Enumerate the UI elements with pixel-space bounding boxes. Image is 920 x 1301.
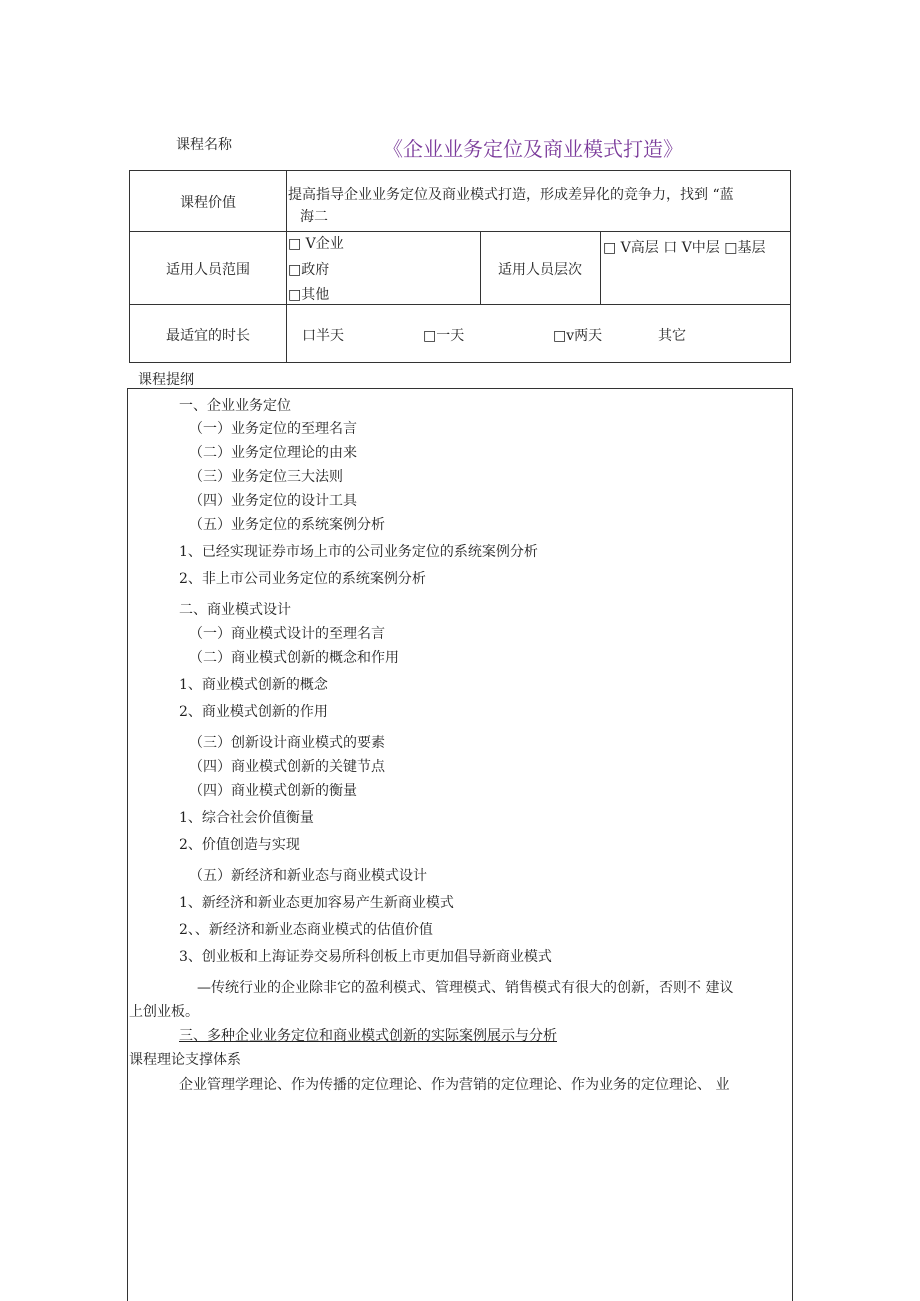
outline-line: （三）业务定位三大法则 [189, 469, 343, 485]
outline-line: （五）业务定位的系统案例分析 [189, 517, 385, 533]
audience-scope-label: 适用人员范围 [166, 262, 250, 278]
col-divider [600, 231, 601, 304]
outline-line: （一）业务定位的至理名言 [189, 421, 357, 437]
course-value-text-line1: 提高指导企业业务定位及商业模式打造，形成差异化的竞争力，找到 “蓝 [288, 187, 734, 203]
outline-line: （四）商业模式创新的关键节点 [189, 759, 385, 775]
duration-label: 最适宜的时长 [166, 328, 250, 344]
duration-option-two-days[interactable]: □v两天 [553, 328, 603, 344]
outline-line: 2、、新经济和新业态商业模式的估值价值 [179, 922, 433, 938]
outline-section-label: 课程提纲 [138, 372, 194, 388]
outline-line: 2、非上市公司业务定位的系统案例分析 [179, 571, 426, 587]
outline-line: 2、价值创造与实现 [179, 837, 300, 853]
audience-level-label: 适用人员层次 [498, 262, 582, 278]
course-value-label: 课程价值 [180, 195, 236, 211]
outline-note-line2: 上创业板。 [129, 1004, 199, 1020]
outline-line: 1、新经济和新业态更加容易产生新商业模式 [179, 895, 454, 911]
outline-line: 1、商业模式创新的概念 [179, 677, 328, 693]
course-name-label: 课程名称 [176, 137, 232, 153]
outline-line: （四）业务定位的设计工具 [189, 493, 357, 509]
outline-line: 2、商业模式创新的作用 [179, 704, 328, 720]
outline-note-line1: —传统行业的企业除非它的盈利模式、管理模式、销售模式有很大的创新，否则不 建议 [197, 980, 734, 996]
theory-text: 企业管理学理论、作为传播的定位理论、作为营销的定位理论、作为业务的定位理论、 业 [179, 1077, 730, 1093]
outline-line: （五）新经济和新业态与商业模式设计 [189, 868, 427, 884]
outline-line: （一）商业模式设计的至理名言 [189, 626, 385, 642]
outline-line: （二）业务定位理论的由来 [189, 445, 357, 461]
course-title: 《企业业务定位及商业模式打造》 [383, 137, 683, 161]
audience-level-options[interactable]: □ V高层 口 V中层 □基层 [603, 240, 766, 256]
audience-option-other[interactable]: □其他 [288, 287, 330, 303]
duration-option-other[interactable]: 其它 [658, 328, 686, 344]
audience-option-enterprise[interactable]: □ V企业 [288, 236, 344, 252]
row-divider [130, 304, 790, 305]
course-value-text-line2: 海二 [300, 209, 328, 225]
outline-line: 1、综合社会价值衡量 [179, 810, 314, 826]
outline-line: 一、企业业务定位 [179, 398, 291, 414]
theory-label: 课程理论支撑体系 [129, 1052, 241, 1068]
outline-line: （二）商业模式创新的概念和作用 [189, 650, 399, 666]
outline-line: 二、商业模式设计 [179, 602, 291, 618]
course-info-table [129, 170, 791, 363]
col-divider [286, 171, 287, 362]
outline-line: （三）创新设计商业模式的要素 [189, 735, 385, 751]
duration-option-half-day[interactable]: 口半天 [302, 328, 344, 344]
outline-line: （四）商业模式创新的衡量 [189, 783, 357, 799]
outline-section3: 三、多种企业业务定位和商业模式创新的实际案例展示与分析 [179, 1028, 557, 1044]
outline-line: 1、已经实现证券市场上市的公司业务定位的系统案例分析 [179, 544, 538, 560]
duration-option-one-day[interactable]: □一天 [423, 328, 465, 344]
outline-line: 3、创业板和上海证券交易所科创板上市更加倡导新商业模式 [179, 949, 552, 965]
audience-option-government[interactable]: □政府 [288, 262, 330, 278]
row-divider [130, 231, 790, 232]
